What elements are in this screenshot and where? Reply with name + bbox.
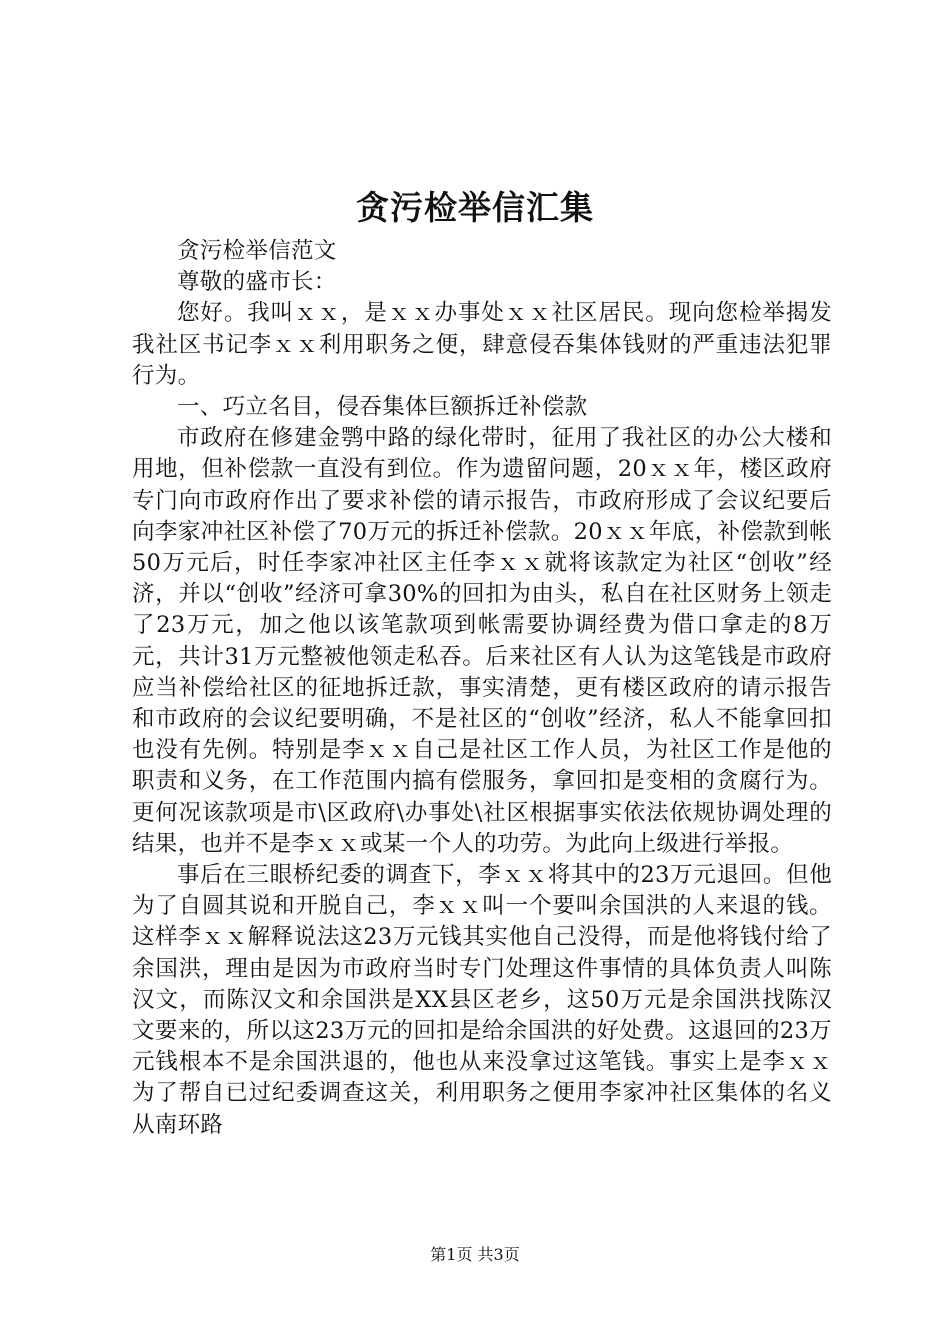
paragraph-intro: 您好。我叫ｘｘ，是ｘｘ办事处ｘｘ社区居民。现向您检举揭发我社区书记李ｘｘ利用职务之便，肆意侵吞集体钱财的严重违法犯罪行为。 — [132, 300, 832, 389]
document-title: 贪污检举信汇集 — [356, 188, 594, 227]
paragraph-salutation: 尊敬的盛市长： — [177, 269, 337, 296]
document-body — [132, 236, 832, 1141]
paragraph-section-heading: 一、巧立名目，侵吞集体巨额拆迁补偿款 — [177, 394, 588, 421]
page-footer: 第1页 共3页 — [430, 1245, 520, 1264]
paragraph-subtitle: 贪污检举信范文 — [177, 238, 337, 264]
paragraph-body-1: 市政府在修建金鹗中路的绿化带时，征用了我社区的办公大楼和用地，但补偿款一直没有到位。作为遗留问题，20ｘｘ年，楼区政府专门向市政府作出了要求补偿的请示报告，市政府形成了会议纪要后向李家冲社区补偿了70万元的拆迁补偿款。20ｘｘ年底，补偿款到帐50万元后，时任李家冲社区主任李ｘｘ就将该款定为社区“创收”经济，并以“创收”经济可拿30%的回扣为由头，私自在社区财务上领走了23万元，加之他以该笔款项到帐需要协调经费为借口拿走的8万元，共计31万元整被他领走私吞。后来社区有人认为这笔钱是市政府应当补偿给社区的征地拆迁款，事实清楚，更有楼区政府的请示报告和市政府的会议纪要明确，不是社区的“创收”经济，私人不能拿回扣也没有先例。特别是李ｘｘ自己是社区工作人员，为社区工作是他的职责和义务，在工作范围内搞有偿服务，拿回扣是变相的贪腐行为。更何况该款项是市\区政府\办事处\社区根据事实依法依规协调处理的结果，也并不是李ｘｘ或某一个人的功劳。为此向上级进行举报。 — [132, 425, 832, 857]
paragraph-body-2: 事后在三眼桥纪委的调查下，李ｘｘ将其中的23万元退回。但他为了自圆其说和开脱自己，李ｘｘ叫一个要叫余国洪的人来退的钱。这样李ｘｘ解释说法这23万元钱其实他自己没得，而是他将钱付给了余国洪，理由是因为市政府当时专门处理这件事情的具体负责人叫陈汉文，而陈汉文和余国洪是XX县区老乡，这50万元是余国洪找陈汉文要来的，所以这23万元的回扣是给余国洪的好处费。这退回的23万元钱根本不是余国洪退的，他也从来没拿过这笔钱。事实上是李ｘｘ为了帮自已过纪委调查这关，利用职务之便用李家冲社区集体的名义从南环路 — [132, 862, 832, 1138]
